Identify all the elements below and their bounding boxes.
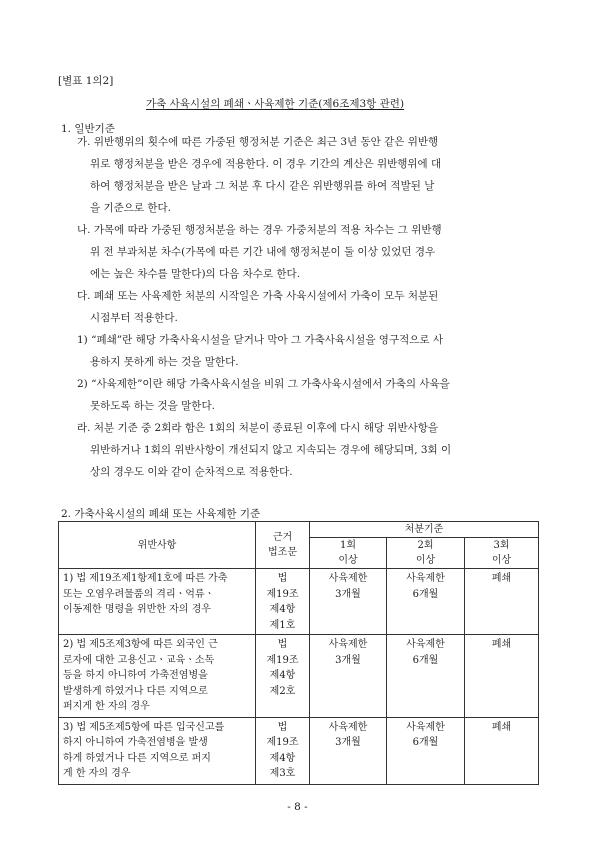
violation-line: 이동제한 명령을 위반한 자의 경우 xyxy=(63,604,211,615)
table-row xyxy=(59,717,539,784)
item-line: 못하도록 하는 것을 말한다. xyxy=(90,400,215,412)
item-marker: 다. xyxy=(77,290,91,302)
violation-line: 발생하게 하였거나 다른 지역으로 xyxy=(63,685,208,697)
annex-label: [별표 1의2] xyxy=(58,75,114,87)
header-penalty: 처분기준 xyxy=(310,522,539,538)
header-third-line: 3회 xyxy=(493,540,510,551)
item-line: 가목에 따라 가중된 행정처분을 하는 경우 가중처분의 적용 차수는 그 위반행 xyxy=(93,224,442,236)
header-third-line: 이상 xyxy=(491,555,512,566)
item-line: 폐쇄 또는 사육제한 처분의 시작일은 가축 사육시설에서 가축이 모두 처분된 xyxy=(93,290,439,302)
item-line: “사육제한”이란 해당 가축사육시설을 비워 그 가축사육시설에서 가축의 사육을 xyxy=(91,378,450,390)
first-offense-cell xyxy=(310,569,387,635)
basis-line: 법 xyxy=(277,721,288,733)
basis-line: 제19조 xyxy=(266,737,299,748)
violation-line: 또는 오염우려물품의 격리ㆍ억류ㆍ xyxy=(63,588,215,600)
basis-line: 법 xyxy=(277,639,288,650)
second-offense-cell xyxy=(387,569,465,635)
item-line: 에는 높은 차수를 말한다)의 다음 차수로 한다. xyxy=(90,268,301,280)
general-item-sub-2 xyxy=(77,373,450,417)
basis-line: 법 xyxy=(277,573,288,584)
header-second-line: 2회 xyxy=(417,540,434,551)
item-line: 상의 경우도 이와 같이 순차적으로 적용한다. xyxy=(90,466,293,478)
penalty-line: 6개월 xyxy=(412,654,439,666)
basis-line: 제4항 xyxy=(269,604,296,615)
general-item-da xyxy=(77,285,438,329)
item-marker: 나. xyxy=(77,224,91,236)
item-line: 시점부터 적용한다. xyxy=(90,312,178,324)
violation-line: 하지 아니하여 가축전염병을 발생 xyxy=(63,737,208,748)
second-offense-cell xyxy=(387,717,465,784)
violation-line: 2) 법 제5조제3항에 따른 외국인 근 xyxy=(63,639,218,650)
penalty-line: 폐쇄 xyxy=(491,639,512,650)
violation-line: 하게 하였거나 다른 지역으로 퍼지 xyxy=(63,752,211,764)
general-item-ga xyxy=(77,131,441,219)
general-item-sub-1 xyxy=(77,329,443,373)
item-line: 하여 행정처분을 받은 날과 그 처분 후 다시 같은 위반행위를 하여 적발된 날 xyxy=(90,180,435,192)
header-violation: 위반사항 xyxy=(59,522,256,569)
violation-line: 등을 하지 아니하여 가축전염병을 xyxy=(63,670,208,681)
disposition-criteria-table xyxy=(58,521,539,785)
item-marker: 라. xyxy=(77,422,91,434)
table-row xyxy=(59,569,539,635)
violation-line: 퍼지게 한 자의 경우 xyxy=(63,701,150,712)
header-second-line: 이상 xyxy=(415,555,436,566)
item-marker: 1) xyxy=(77,334,88,346)
item-line: 을 기준으로 한다. xyxy=(90,202,172,214)
violation-cell xyxy=(59,635,256,718)
third-offense-cell xyxy=(465,635,539,718)
header-basis xyxy=(256,522,310,569)
basis-line: 제4항 xyxy=(269,752,296,764)
penalty-line: 폐쇄 xyxy=(491,573,512,584)
page-number: - 8 - xyxy=(287,801,308,813)
header-first xyxy=(310,538,387,569)
basis-cell xyxy=(256,635,310,718)
third-offense-cell xyxy=(465,569,539,635)
item-line: 위로 행정처분을 받은 경우에 적용한다. 이 경우 기간의 계산은 위반행위에 대 xyxy=(90,158,442,170)
item-line: 위반하거나 1회의 위반사항이 개선되지 않고 지속되는 경우에 해당되며, 3회 이 xyxy=(90,444,452,456)
violation-line: 3) 법 제5조제5항에 따른 입국신고를 xyxy=(63,721,225,733)
penalty-line: 사육제한 xyxy=(328,573,368,584)
header-basis-line: 법조문 xyxy=(268,547,297,558)
penalty-line: 사육제한 xyxy=(328,639,368,650)
basis-cell xyxy=(256,569,310,635)
violation-cell xyxy=(59,717,256,784)
basis-line: 제19조 xyxy=(266,588,299,600)
basis-line: 제4항 xyxy=(269,670,296,681)
penalty-line: 6개월 xyxy=(412,737,439,748)
first-offense-cell xyxy=(310,717,387,784)
item-line: 용하지 못하게 하는 것을 말한다. xyxy=(90,356,239,368)
general-item-ra xyxy=(77,417,451,483)
general-item-na xyxy=(77,219,442,285)
section-2-heading: 2. 가축사육시설의 폐쇄 또는 사육제한 기준 xyxy=(61,508,261,520)
penalty-line: 사육제한 xyxy=(406,721,445,733)
violation-line: 로자에 대한 고용신고ㆍ교육ㆍ소독 xyxy=(63,654,215,666)
penalty-line: 사육제한 xyxy=(406,573,445,584)
item-marker: 2) xyxy=(77,378,88,390)
penalty-line: 사육제한 xyxy=(328,721,368,733)
penalty-line: 3개월 xyxy=(335,654,361,666)
item-line: 위반행위의 횟수에 따른 가중된 행정처분 기준은 최근 3년 동안 같은 위반행 xyxy=(93,136,439,148)
document-title: 가축 사육시설의 폐쇄ㆍ사육제한 기준(제6조제3항 관련) xyxy=(146,98,405,110)
violation-line: 1) 법 제19조제1항제1호에 따른 가축 xyxy=(63,573,228,584)
item-line: 처분 기준 중 2회라 함은 1회의 처분이 종료된 이후에 다시 해당 위반사항을 xyxy=(93,422,439,434)
basis-line: 제1호 xyxy=(269,619,296,631)
penalty-line: 사육제한 xyxy=(406,639,445,650)
table-row xyxy=(59,635,539,718)
second-offense-cell xyxy=(387,635,465,718)
violation-cell xyxy=(59,569,256,635)
penalty-line: 폐쇄 xyxy=(491,721,512,733)
item-line: 위 전 부과처분 차수(가목에 따른 기간 내에 행정처분이 둘 이상 있었던 경우 xyxy=(90,246,436,258)
header-second xyxy=(387,538,465,569)
third-offense-cell xyxy=(465,717,539,784)
header-basis-line: 근거 xyxy=(272,532,293,543)
basis-line: 제3호 xyxy=(269,768,296,779)
basis-cell xyxy=(256,717,310,784)
violation-line: 게 한 자의 경우 xyxy=(63,768,131,779)
basis-line: 제19조 xyxy=(266,654,299,666)
penalty-line: 3개월 xyxy=(335,588,361,600)
penalty-line: 6개월 xyxy=(412,588,439,600)
basis-line: 제2호 xyxy=(269,685,296,697)
first-offense-cell xyxy=(310,635,387,718)
header-first-line: 1회 xyxy=(339,540,357,551)
header-first-line: 이상 xyxy=(338,555,358,566)
section-1-heading: 1. 일반기준 xyxy=(61,123,115,135)
header-third xyxy=(465,538,539,569)
penalty-line: 3개월 xyxy=(335,737,361,748)
item-marker: 가. xyxy=(77,136,91,148)
item-line: “폐쇄”란 해당 가축사육시설을 닫거나 막아 그 가축사육시설을 영구적으로 사 xyxy=(91,334,443,346)
